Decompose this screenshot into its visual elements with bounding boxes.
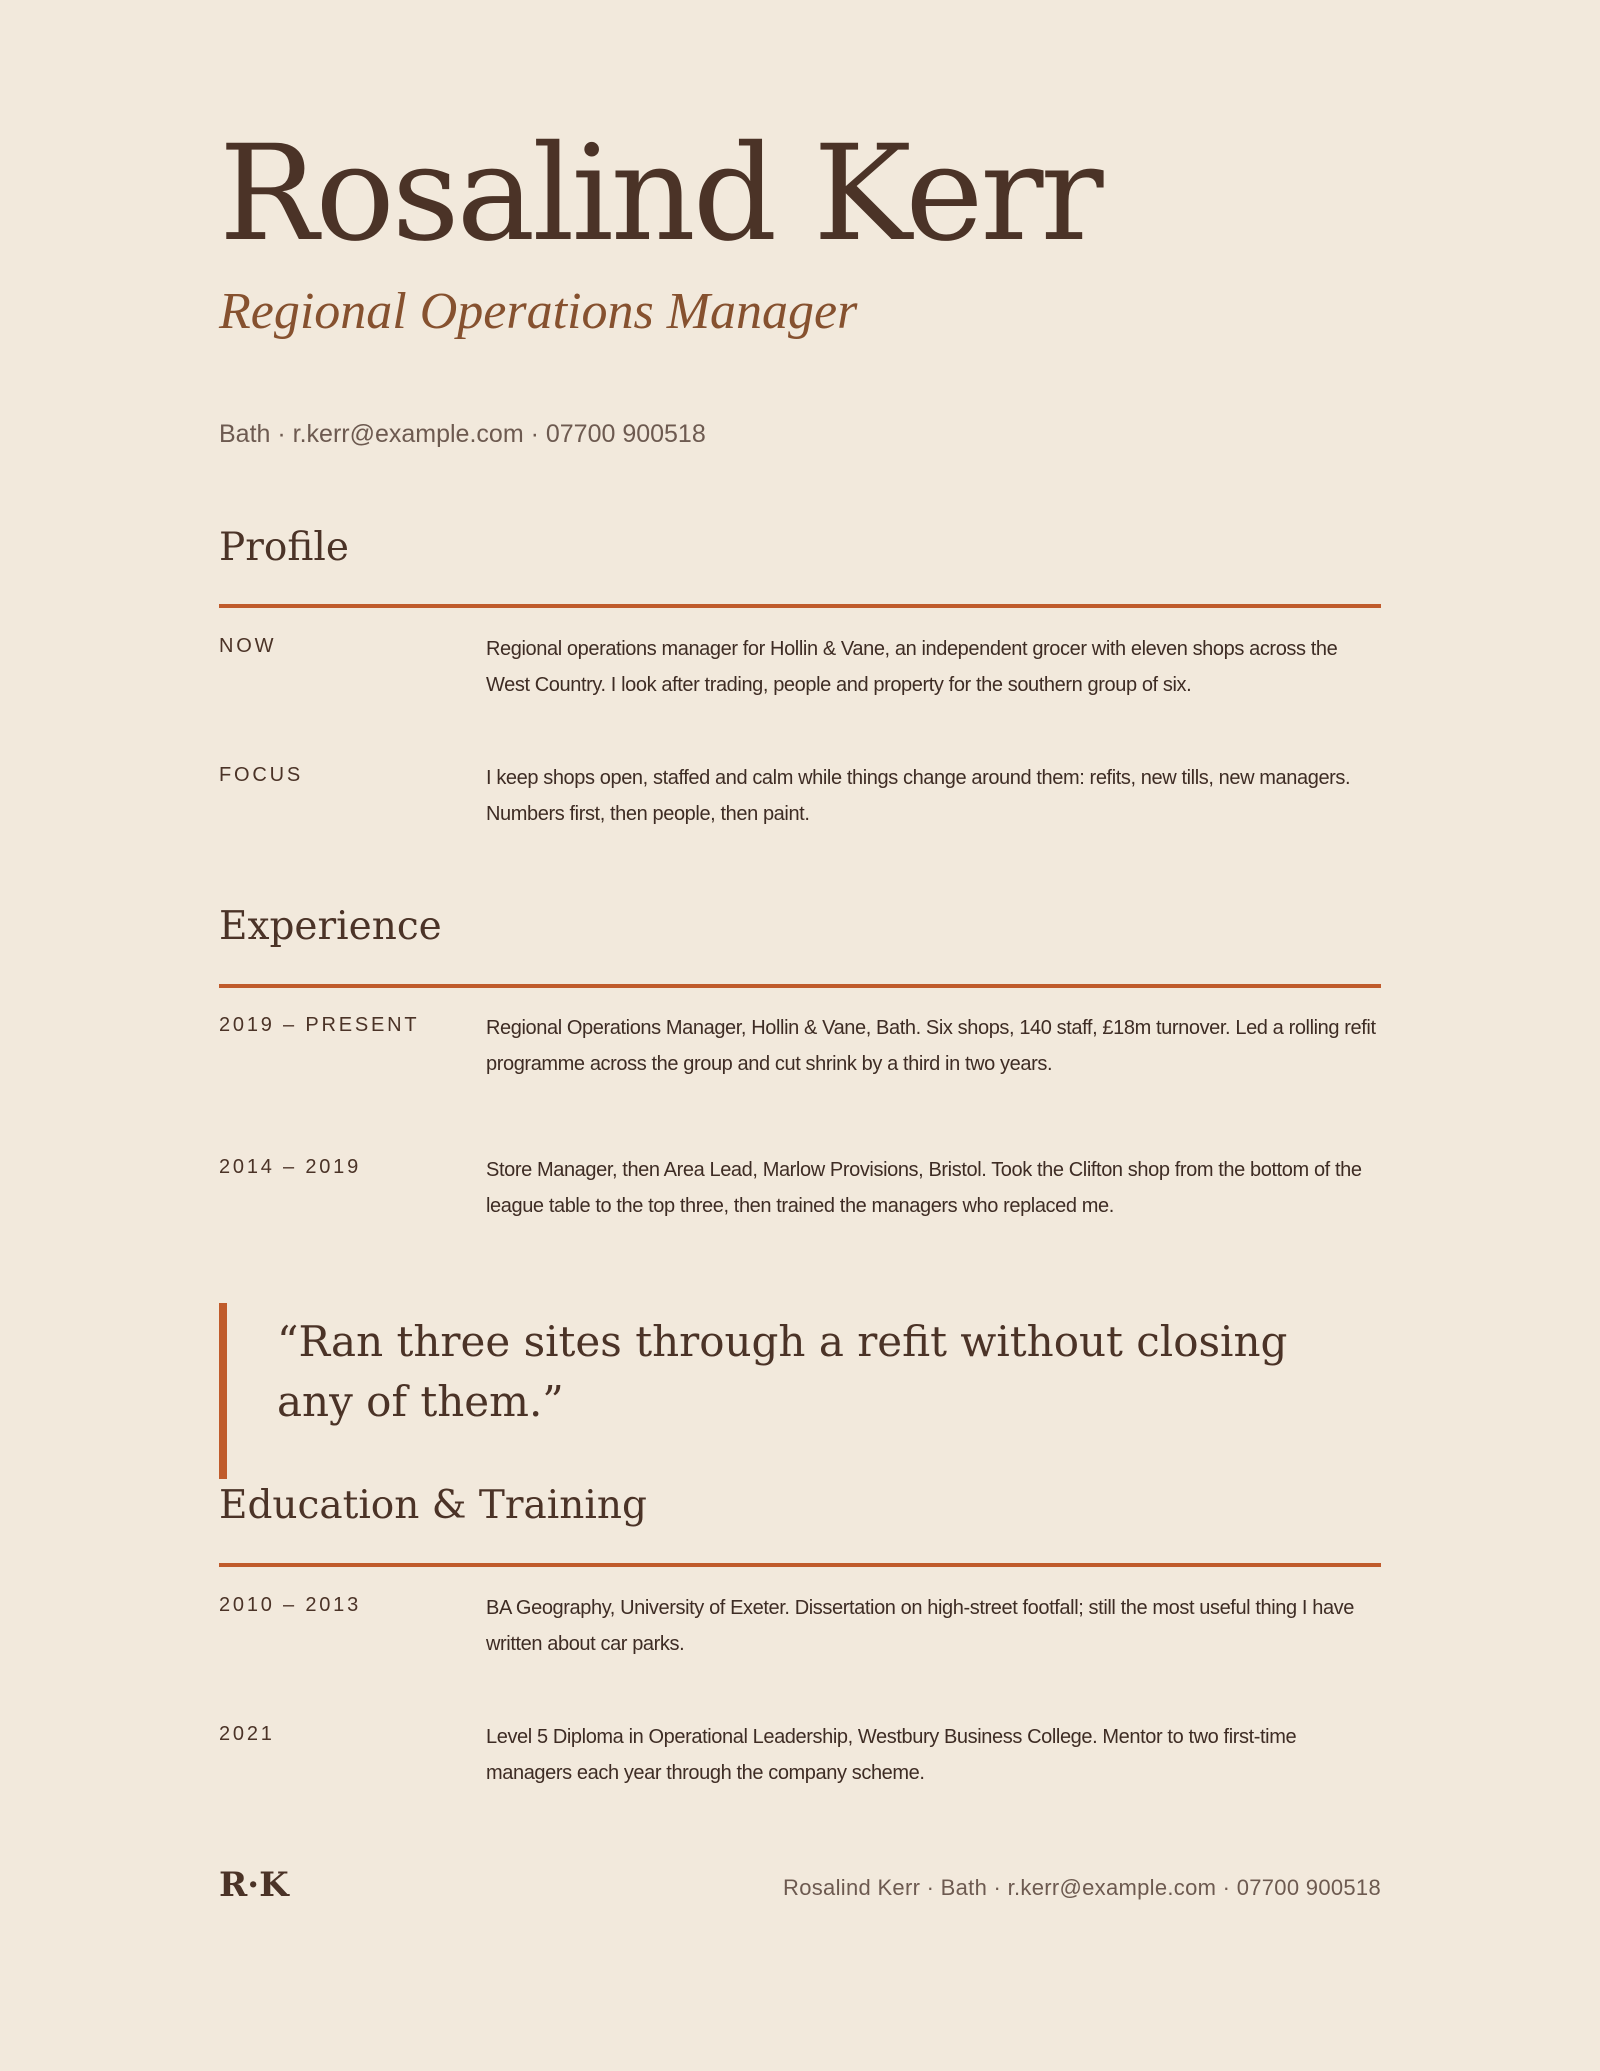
profile-label-now: NOW xyxy=(219,635,277,657)
section-title-education: Education & Training xyxy=(219,1483,647,1528)
profile-label-focus: FOCUS xyxy=(219,764,303,786)
pull-quote xyxy=(219,1303,1381,1479)
footer-monogram: R·K xyxy=(219,1865,289,1905)
education-label-diploma: 2021 xyxy=(219,1723,275,1745)
experience-text-hollin: Regional Operations Manager, Hollin & Vane, Bath. Six shops, 140 staff, £18m turnover. Led a rolling refit programme across the group and cut shrink by a third in two years. xyxy=(486,1017,1376,1075)
experience-label-hollin: 2019 – PRESENT xyxy=(219,1014,420,1036)
section-rule-experience xyxy=(219,984,1381,988)
education-text-ba: BA Geography, University of Exeter. Dissertation on high-street footfall; still the most useful thing I have written about car parks. xyxy=(486,1597,1354,1655)
profile-text-focus: I keep shops open, staffed and calm while things change around them: refits, new tills, new managers. Numbers first, then people, then paint. xyxy=(486,767,1351,825)
section-title-profile: Profile xyxy=(219,525,349,570)
pull-quote-text: “Ran three sites through a refit without closing any of them.” xyxy=(277,1317,1288,1426)
footer-contact-line: Rosalind Kerr · Bath · r.kerr@example.com · 07700 900518 xyxy=(783,1875,1381,1900)
education-label-ba: 2010 – 2013 xyxy=(219,1594,362,1616)
section-rule-education xyxy=(219,1563,1381,1567)
profile-text-now: Regional operations manager for Hollin & Vane, an independent grocer with eleven shops across the West Country. I look after trading, people and property for the southern group of six. xyxy=(486,638,1338,696)
section-title-experience: Experience xyxy=(219,904,442,949)
section-rule-profile xyxy=(219,604,1381,608)
header-contact-line: Bath · r.kerr@example.com · 07700 900518 xyxy=(219,420,706,448)
candidate-role: Regional Operations Manager xyxy=(219,283,858,340)
experience-text-marlow: Store Manager, then Area Lead, Marlow Provisions, Bristol. Took the Clifton shop from the bottom of the league table to the top three, then trained the managers who replaced me. xyxy=(486,1159,1362,1217)
experience-label-marlow: 2014 – 2019 xyxy=(219,1156,362,1178)
candidate-name: Rosalind Kerr xyxy=(219,117,1101,271)
education-text-diploma: Level 5 Diploma in Operational Leadership, Westbury Business College. Mentor to two first-time managers each year through the company scheme. xyxy=(486,1726,1297,1784)
